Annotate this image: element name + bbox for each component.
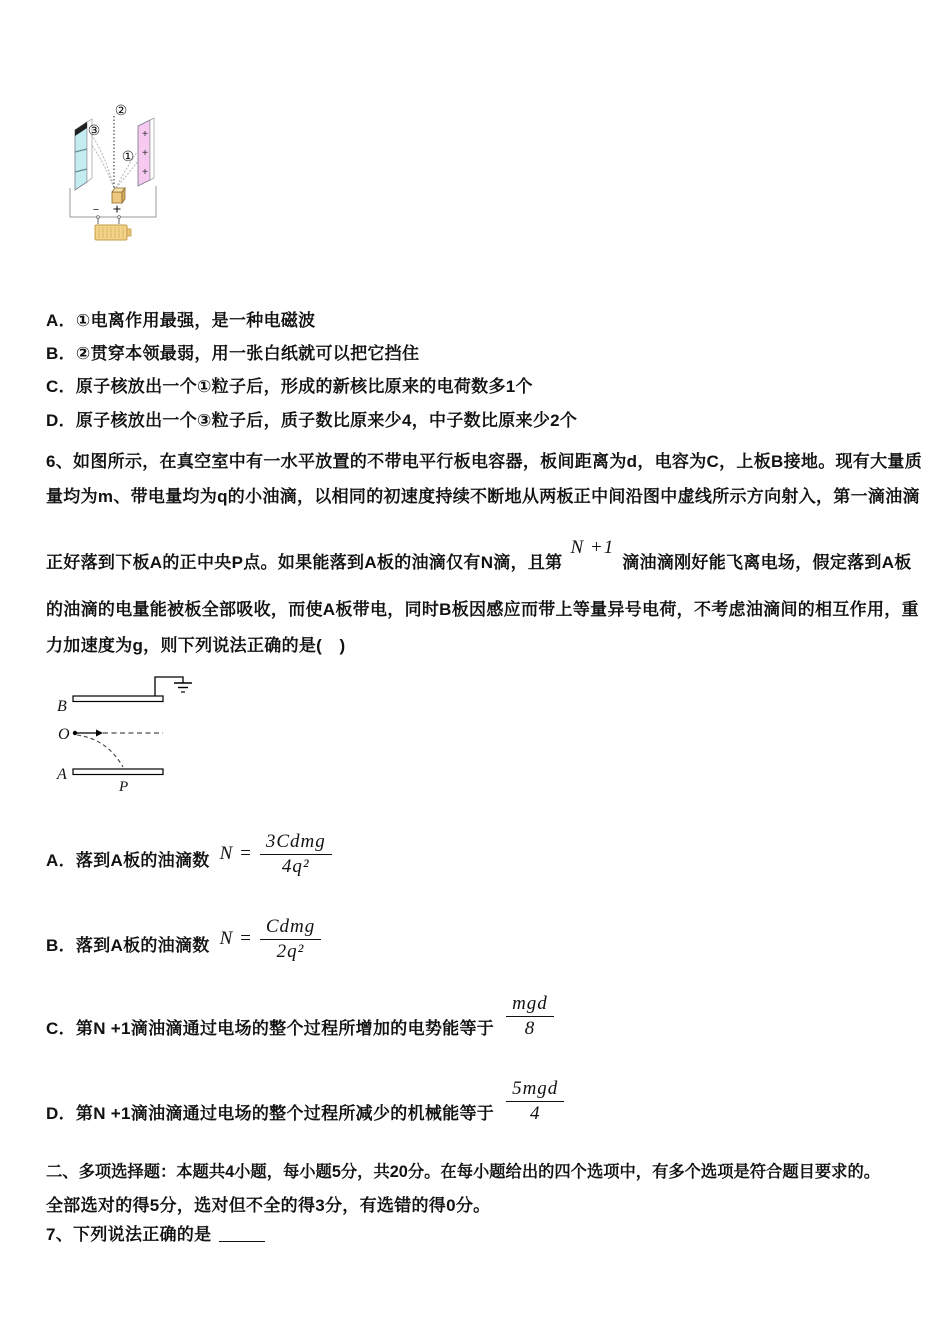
option-letter: A． — [46, 850, 76, 870]
fraction-denominator: 4q² — [281, 855, 310, 877]
fraction-denominator: 4 — [529, 1102, 541, 1124]
q5-option-d — [46, 406, 577, 431]
fraction-numerator: 5mgd — [506, 1079, 564, 1102]
q6-option-b — [46, 915, 321, 971]
q6-line-3-pre: 正好落到下板A的正中央P点。如果能落到A板的油滴仅有N滴，且第 — [46, 553, 563, 572]
battery-nub — [127, 229, 131, 236]
plus-sign: + — [141, 128, 149, 140]
q6-line-3-post: 滴油滴刚好能飞离电场，假定落到A板 — [622, 553, 912, 572]
n-plus-1-superscript: N +1 — [570, 537, 615, 558]
plate-b-label: B — [57, 698, 67, 715]
option-text: 落到A板的油滴数 — [75, 850, 210, 870]
q5-option-c — [46, 372, 533, 397]
plate-a — [73, 769, 163, 775]
ray-1-label: ① — [121, 150, 135, 165]
q7-stem — [46, 1220, 265, 1245]
fraction — [260, 832, 332, 877]
origin-label: O — [58, 726, 70, 743]
fraction-denominator: 2q² — [276, 940, 305, 962]
q6-option-d — [46, 1077, 564, 1137]
q5-option-a — [46, 306, 315, 331]
fraction — [260, 917, 321, 962]
fraction — [506, 1079, 564, 1124]
radiation-rays-diagram — [54, 92, 174, 248]
ground-wire — [155, 677, 183, 696]
formula-lead: N = — [219, 843, 253, 864]
option-text: 原子核放出一个③粒子后，质子数比原来少4，中子数比原来少2个 — [75, 411, 578, 430]
section2-header-line-2: 全部选对的得5分，选对但不全的得3分，有选错的得0分。 — [46, 1196, 491, 1215]
q6-option-c — [46, 992, 554, 1052]
plate-a-label: A — [57, 766, 67, 783]
fraction-denominator: 8 — [524, 1017, 536, 1039]
fraction-numerator: 3Cdmg — [260, 832, 332, 855]
option-letter: C． — [46, 377, 76, 396]
plus-terminal-label: + — [112, 202, 122, 218]
q5-option-b — [46, 339, 419, 364]
terminal-node — [97, 216, 100, 219]
option-letter: B． — [46, 935, 76, 955]
answer-blank — [219, 1226, 265, 1242]
landing-point-label: P — [119, 779, 129, 795]
option-text: 第N +1滴油滴通过电场的整个过程所增加的电势能等于 — [75, 1018, 495, 1038]
option-text: ①电离作用最强，是一种电磁波 — [75, 311, 316, 330]
ray-3-label: ③ — [87, 124, 101, 139]
q6-line-1: 6、如图所示，在真空室中有一水平放置的不带电平行板电容器，板间距离为d，电容为C，上板B接地。现有大量质 — [46, 452, 922, 471]
option-letter: D． — [46, 411, 76, 430]
section2-header-line-1: 二、多项选择题：本题共4小题，每小题5分，共20分。在每小题给出的四个选项中，有多个选项是符合题目要求的。 — [46, 1163, 881, 1181]
q6-line-2: 量均为m、带电量均为q的小油滴，以相同的初速度持续不断地从两板正中间沿图中虚线所示方向射入，第一滴油滴 — [46, 487, 920, 506]
fraction — [506, 994, 554, 1039]
fraction-numerator: mgd — [506, 994, 554, 1017]
option-letter: A． — [46, 311, 76, 330]
minus-terminal-label: − — [92, 204, 100, 216]
q6-line-3 — [46, 537, 912, 574]
formula-lead: N = — [219, 928, 253, 949]
positive-plate-side — [150, 118, 154, 180]
q6-option-a — [46, 830, 332, 886]
option-text: 落到A板的油滴数 — [75, 935, 210, 955]
plus-sign: + — [141, 147, 149, 159]
q7-text: 7、下列说法正确的是 — [46, 1225, 212, 1244]
trajectory-dashed — [77, 735, 123, 767]
q6-line-5: 力加速度为g，则下列说法正确的是( ) — [46, 636, 346, 655]
option-text: 第N +1滴油滴通过电场的整个过程所减少的机械能等于 — [75, 1103, 495, 1123]
option-text: ②贯穿本领最弱，用一张白纸就可以把它挡住 — [75, 344, 420, 363]
formula-n-equals — [220, 917, 322, 962]
formula-n-equals — [220, 832, 332, 877]
capacitor-diagram — [48, 666, 198, 804]
fraction-numerator: Cdmg — [260, 917, 321, 940]
ray-2-label: ② — [114, 104, 128, 119]
option-letter: B． — [46, 344, 76, 363]
plate-b — [73, 696, 163, 702]
option-text: 原子核放出一个①粒子后，形成的新核比原来的电荷数多1个 — [75, 377, 533, 396]
q6-line-4: 的油滴的电量能被板全部吸收，而使A板带电，同时B板因感应而带上等量异号电荷，不考虑油滴间的相互作用，重 — [46, 600, 919, 619]
plus-sign: + — [141, 166, 149, 178]
option-letter: C． — [46, 1018, 76, 1038]
velocity-arrowhead — [96, 730, 103, 737]
option-letter: D． — [46, 1103, 76, 1123]
